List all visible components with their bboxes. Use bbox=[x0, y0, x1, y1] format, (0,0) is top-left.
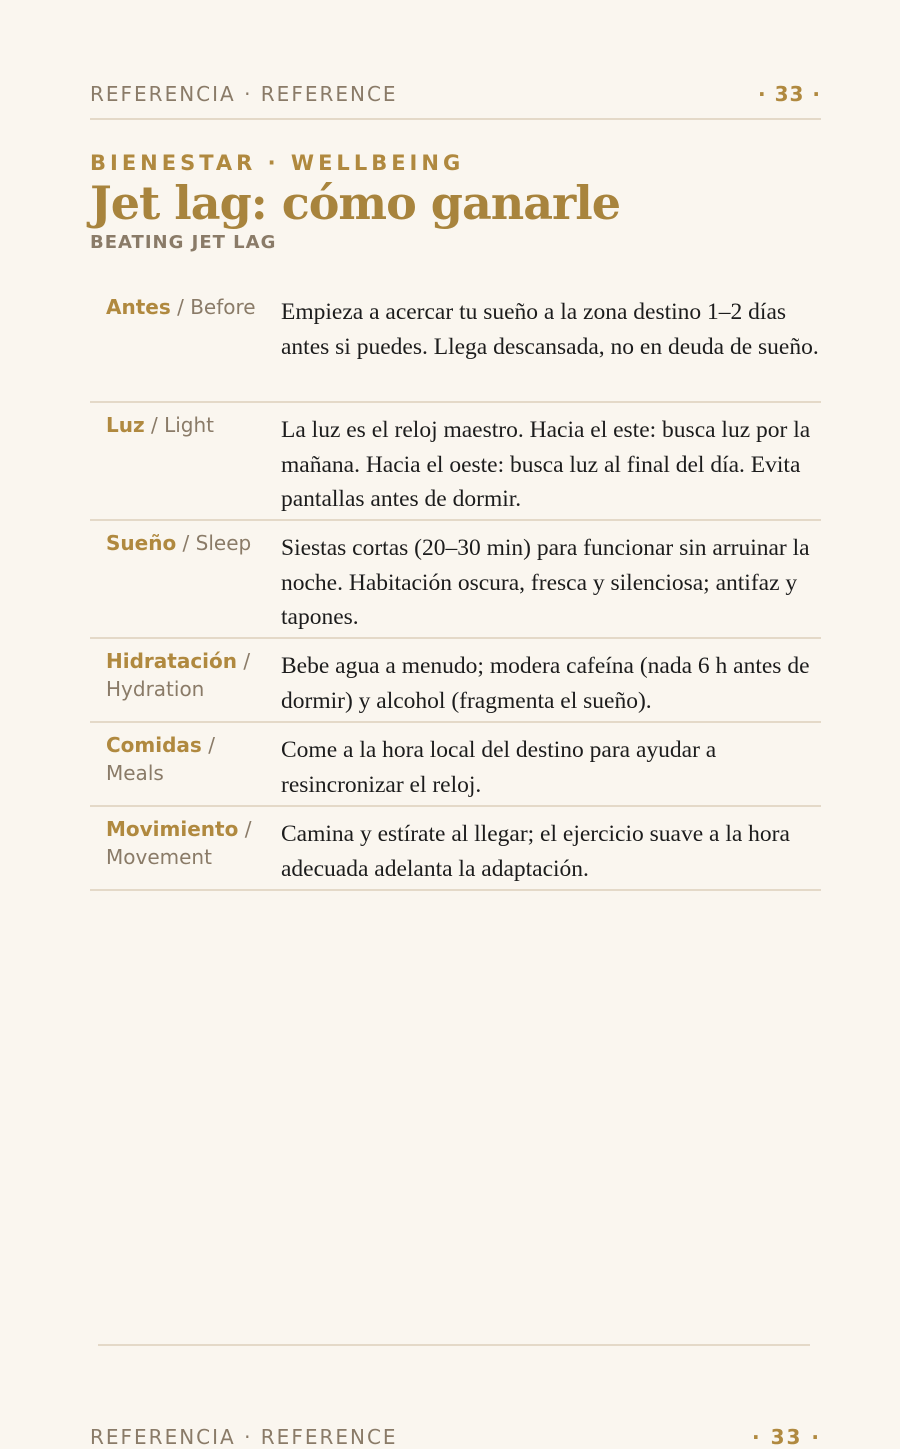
row-label-es: Sueño bbox=[106, 531, 177, 555]
section-kicker: BIENESTAR · WELLBEING bbox=[90, 151, 465, 175]
row-label: Sueño / Sleep bbox=[106, 531, 252, 555]
table-row bbox=[90, 285, 821, 403]
row-label-en: Light bbox=[164, 413, 214, 437]
table-row bbox=[90, 403, 821, 521]
row-label-en: Hydration bbox=[106, 677, 205, 701]
header-divider bbox=[90, 118, 821, 120]
table-row bbox=[90, 639, 821, 723]
row-label-es: Comidas bbox=[106, 733, 202, 757]
next-page-number: · 33 · bbox=[752, 1425, 821, 1449]
row-text: La luz es el reloj maestro. Hacia el este: busca luz por la mañana. Hacia el oeste: busca luz al final del día. Evita pantallas antes de dormir. bbox=[281, 417, 811, 512]
row-label-en: Before bbox=[190, 295, 256, 319]
table-row bbox=[90, 521, 821, 639]
page-number: · 33 · bbox=[758, 82, 821, 106]
row-label-en: Movement bbox=[106, 845, 212, 869]
row-text: Siestas cortas (20–30 min) para funcionar sin arruinar la noche. Habitación oscura, fresca y silenciosa; antifaz y tapones. bbox=[281, 535, 810, 630]
table-row bbox=[90, 807, 821, 891]
row-label: Antes / Before bbox=[106, 295, 256, 319]
row-label-en: Sleep bbox=[195, 531, 252, 555]
next-page-header bbox=[90, 1425, 821, 1449]
row-label-es: Luz bbox=[106, 413, 145, 437]
reference-table bbox=[90, 285, 821, 891]
row-label: Luz / Light bbox=[106, 413, 214, 437]
row-text: Empieza a acercar tu sueño a la zona destino 1–2 días antes si puedes. Llega descansada, no en deuda de sueño. bbox=[281, 299, 819, 360]
row-text: Camina y estírate al llegar; el ejercicio suave a la hora adecuada adelanta la adaptación. bbox=[281, 821, 790, 882]
row-label-es: Antes bbox=[106, 295, 171, 319]
row-label-en: Meals bbox=[106, 761, 164, 785]
footer-divider bbox=[98, 1344, 810, 1346]
row-text: Come a la hora local del destino para ayudar a resincronizar el reloj. bbox=[281, 737, 717, 798]
table-row bbox=[90, 723, 821, 807]
row-label-es: Movimiento bbox=[106, 817, 239, 841]
page-title: Jet lag: cómo ganarle bbox=[90, 176, 620, 230]
row-label: Movimiento / Movement bbox=[106, 817, 252, 869]
running-header bbox=[90, 79, 821, 109]
row-text: Bebe agua a menudo; modera cafeína (nada 6 h antes de dormir) y alcohol (fragmenta el sueño). bbox=[281, 653, 810, 714]
page-subtitle: BEATING JET LAG bbox=[90, 232, 277, 253]
row-label: Hidratación / Hydration bbox=[106, 649, 251, 701]
row-label: Comidas / Meals bbox=[106, 733, 215, 785]
running-title: REFERENCIA · REFERENCE bbox=[90, 82, 398, 106]
next-page-running-title: REFERENCIA · REFERENCE bbox=[90, 1425, 398, 1449]
row-label-es: Hidratación bbox=[106, 649, 238, 673]
